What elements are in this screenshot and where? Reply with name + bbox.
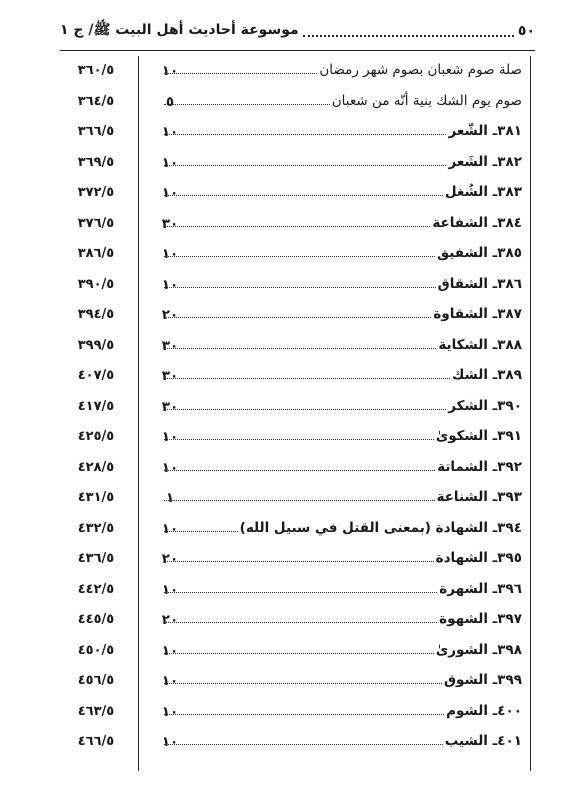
leader-dots (164, 611, 437, 623)
leader-dots (164, 337, 436, 349)
volume-page-ref: ٤٣١/٥ (77, 490, 115, 505)
index-row (60, 241, 530, 272)
index-row (60, 485, 530, 516)
index-row (60, 668, 530, 699)
volume-page-ref: ٣٩٠/٥ (77, 276, 115, 292)
hadith-count: ١٠ (161, 703, 179, 720)
entry-title: ٣٩٠ـ الشكر (448, 397, 522, 414)
entry-title: ٣٩٥ـ الشهادة (435, 550, 522, 566)
entry-title: ٣٨٧ـ الشقاوة (433, 306, 522, 322)
hadith-count: ٢٠ (161, 551, 179, 567)
leader-dots (164, 550, 434, 562)
right-column-rule (530, 56, 531, 771)
leader-dots (164, 642, 434, 654)
entry-title: ٣٩٦ـ الشهرة (439, 580, 522, 597)
entry-title: ٣٩٢ـ الشماتة (437, 458, 522, 475)
entry-title: ٣٩٤ـ الشهادة (بمعنى القتل في سبيل الله) (239, 519, 522, 536)
entry-title: ٣٩٩ـ الشوق (443, 672, 522, 688)
running-header (60, 18, 535, 44)
leader-dots (164, 245, 435, 257)
index-row (60, 89, 530, 120)
hadith-count: ٢٠ (161, 612, 179, 628)
hadith-count: ١٠ (161, 673, 179, 689)
entry-cell (162, 93, 522, 109)
index-row (60, 729, 530, 760)
index-row (60, 577, 530, 608)
hadith-count: ١٠ (161, 429, 179, 445)
index-row (60, 119, 530, 150)
entry-title: ٣٨٤ـ الشفاعة (432, 214, 522, 231)
index-table (60, 58, 530, 760)
entry-cell (162, 550, 522, 566)
hadith-count: ٣٠ (161, 398, 179, 415)
volume-page-ref: ٤٠٧/٥ (77, 368, 115, 383)
hadith-count: ١٠ (161, 185, 179, 201)
leader-dots (164, 489, 435, 501)
hadith-count: ٥ (165, 93, 175, 110)
leader-dots (164, 123, 446, 135)
entry-title: ٣٨٨ـ الشكاية (438, 336, 522, 353)
entry-title: ٤٠٠ـ الشوم (446, 702, 522, 719)
hadith-count: ١٠ (161, 276, 179, 293)
entry-title: ٣٨٥ـ الشفيق (437, 245, 522, 261)
hadith-count: ٢٠ (161, 307, 179, 323)
volume-page-ref: ٤٣٢/٥ (77, 520, 115, 536)
entry-cell (162, 306, 522, 322)
volume-page-ref: ٤١٧/٥ (77, 398, 115, 414)
index-row (60, 333, 530, 364)
volume-page-ref: ٣٦٤/٥ (77, 93, 115, 109)
entry-cell (162, 672, 522, 688)
leader-dots (164, 184, 443, 196)
hadith-count: ٣٠ (161, 368, 179, 384)
entry-title: ٣٨٢ـ الشَعر (448, 153, 522, 170)
leader-dots (164, 459, 435, 471)
entry-cell (162, 642, 522, 658)
entry-title: ٤٠١ـ الشيب (444, 733, 522, 749)
index-row (60, 394, 530, 425)
hadith-count: ١٠ (161, 734, 179, 750)
entry-cell (162, 398, 522, 414)
entry-title: ٣٩٧ـ الشهوة (439, 611, 522, 627)
header-rule (60, 50, 535, 51)
volume-page-ref: ٣٩٤/٥ (77, 307, 115, 322)
leader-dots (164, 581, 437, 593)
volume-page-ref: ٤٣٦/٥ (77, 551, 115, 566)
index-row (60, 638, 530, 669)
leader-dots (164, 154, 446, 166)
index-row (60, 363, 530, 394)
entry-cell (162, 276, 522, 292)
index-row (60, 58, 530, 89)
hadith-count: ١٠ (161, 520, 179, 537)
index-row (60, 607, 530, 638)
entry-title: ٣٩٣ـ الشناعة (436, 489, 522, 505)
index-row (60, 455, 530, 486)
entry-cell (162, 581, 522, 597)
leader-dots (164, 672, 442, 684)
hadith-count: ١٠ (161, 124, 179, 140)
entry-title: صلة صوم شعبان بصوم شهر رمضان (319, 62, 522, 78)
entry-cell (162, 123, 522, 139)
leader-dots (164, 215, 430, 227)
leader-dots (164, 398, 446, 410)
entry-title: ٣٨١ـ الشّعر (448, 123, 522, 139)
entry-cell (162, 154, 522, 170)
entry-cell (162, 489, 522, 505)
entry-cell (162, 733, 522, 749)
hadith-count: ٣٠ (161, 337, 179, 354)
volume-page-ref: ٣٩٩/٥ (77, 337, 115, 353)
entry-title: ٣٨٩ـ الشك (451, 367, 522, 383)
hadith-count: ١٠ (161, 459, 179, 476)
entry-cell (162, 337, 522, 353)
index-row (60, 546, 530, 577)
entry-cell (162, 703, 522, 719)
entry-cell (162, 245, 522, 261)
volume-page-ref: ٤٥٦/٥ (77, 673, 115, 688)
volume-page-ref: ٣٦٠/٥ (77, 63, 115, 78)
header-leader-dots (303, 25, 514, 37)
leader-dots (164, 428, 434, 440)
volume-page-ref: ٤٦٣/٥ (77, 703, 115, 719)
index-row (60, 424, 530, 455)
hadith-count: ١ (165, 490, 175, 506)
entry-title: صوم يوم الشك بنية أنّه من شعبان (331, 92, 522, 109)
leader-dots (164, 306, 431, 318)
entry-cell (162, 367, 522, 383)
entry-cell (162, 215, 522, 231)
book-title: موسوعة أحاديث أهل البيت ﷺ/ ج ١ (60, 22, 299, 38)
entry-cell (162, 459, 522, 475)
entry-cell (162, 520, 522, 536)
entry-title: ٣٨٣ـ الشُغل (444, 184, 522, 200)
entry-title: ٣٩٨ـ الشورىٰ (435, 641, 522, 658)
volume-page-ref: ٣٦٦/٥ (77, 124, 115, 139)
hadith-count: ١٠ (161, 63, 179, 79)
volume-page-ref: ٣٨٦/٥ (77, 246, 115, 261)
entry-cell (162, 428, 522, 444)
index-row (60, 516, 530, 547)
leader-dots (164, 733, 443, 745)
page-number: ٥٠ (517, 23, 535, 39)
volume-page-ref: ٤٥٠/٥ (77, 642, 115, 658)
volume-page-ref: ٤٢٨/٥ (77, 459, 115, 475)
entry-title: ٣٩١ـ الشكوىٰ (435, 428, 522, 444)
index-row (60, 180, 530, 211)
index-row (60, 302, 530, 333)
volume-page-ref: ٤٤٥/٥ (77, 612, 115, 627)
hadith-count: ١٠ (161, 246, 179, 262)
volume-page-ref: ٤٦٦/٥ (77, 734, 115, 749)
volume-page-ref: ٤٢٥/٥ (77, 429, 115, 444)
hadith-count: ١٠ (161, 154, 179, 171)
leader-dots (164, 703, 444, 715)
entry-title: ٣٨٦ـ الشقاق (437, 275, 522, 292)
hadith-count: ٣٠ (161, 215, 179, 232)
hadith-count: ١٠ (161, 581, 179, 598)
entry-cell (162, 184, 522, 200)
entry-cell (162, 611, 522, 627)
volume-page-ref: ٤٤٢/٥ (77, 581, 115, 597)
index-row (60, 150, 530, 181)
leader-dots (164, 276, 436, 288)
index-row (60, 699, 530, 730)
index-row (60, 272, 530, 303)
leader-dots (164, 367, 450, 379)
volume-page-ref: ٣٦٩/٥ (77, 154, 115, 170)
entry-cell (162, 62, 522, 78)
volume-page-ref: ٣٧٦/٥ (77, 215, 115, 231)
index-row (60, 211, 530, 242)
hadith-count: ١٠ (161, 642, 179, 659)
volume-page-ref: ٣٧٢/٥ (77, 185, 115, 200)
